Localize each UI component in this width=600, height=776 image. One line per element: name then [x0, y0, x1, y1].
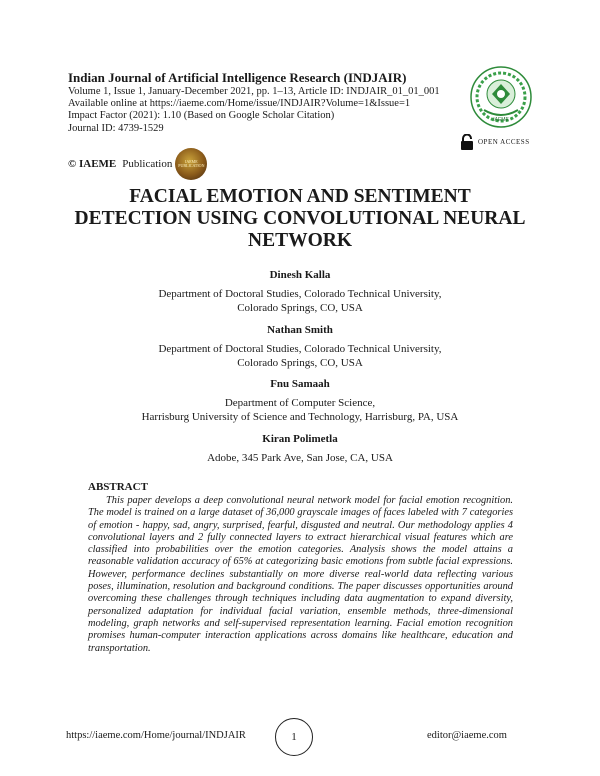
author-block: [0, 268, 600, 315]
paper-title: [40, 186, 560, 252]
author-name: Dinesh Kalla: [269, 269, 331, 281]
abstract-text: This paper develops a deep convolutional neural network model for facial emotion recognition. The model is trained on a large dataset of 36,000 grayscale images of faces labeled with 7 categories of emotion - happy, sad, angry, surprised, fearful, disgusted and neutral. Our methodology applies 4 convolutional layers and 2 fully connected layers to extract hierarchical visual features which are classified into probabilities over the emotion categories. Analysis shows the model attains a reasonable validation accuracy of 65% at categorizing basic emotions from subtle facial expressions. However, performance declines substantially on more diverse real-world data reflecting various poses, illumination, resolution and background conditions. The paper discusses opportunities around overcoming these challenges through techniques including data augmentation to expand diversity, personalized adaptation for individual facial variation, ensemble methods, three-dimensional modeling, graph networks and self-supervised representation learning. Facial emotion recognition promises human-computer interaction applications across domains like healthcare, education and transportation.: [88, 495, 513, 654]
open-access-label: OPEN ACCESS: [478, 138, 530, 146]
copyright-label: © IAEME: [68, 158, 117, 170]
publisher-line: [68, 148, 207, 180]
title-line-2: DETECTION USING CONVOLUTIONAL NEURAL: [74, 208, 526, 229]
author-name: Nathan Smith: [267, 324, 333, 336]
volume-line: Volume 1, Issue 1, January-December 2021, pp. 1–13, Article ID: INDJAIR_01_01_001: [68, 86, 440, 97]
author-name: Kiran Polimetla: [262, 433, 338, 445]
author-affiliation: Department of Computer Science,: [224, 397, 376, 409]
footer-journal-link[interactable]: https://iaeme.com/Home/journal/INDJAIR: [66, 730, 246, 741]
journal-id-line: Journal ID: 4739-1529: [68, 122, 164, 134]
abstract-heading: ABSTRACT: [88, 481, 148, 493]
journal-header: [68, 70, 468, 135]
publication-label: Publication: [122, 158, 173, 170]
title-line-3: NETWORK: [247, 230, 352, 251]
author-block: [0, 323, 600, 370]
author-affiliation: Department of Doctoral Studies, Colorado Technical University,: [158, 343, 442, 355]
publisher-badge-icon: [175, 148, 207, 180]
title-line-1: FACIAL EMOTION AND SENTIMENT: [129, 186, 471, 207]
open-access-badge: [460, 134, 530, 150]
author-block: [0, 377, 600, 424]
journal-name: Indian Journal of Artificial Intelligence Research (INDJAIR): [68, 70, 407, 85]
publisher-badge-text: IAEME PUBLICATION: [178, 158, 205, 168]
author-affiliation: Harrisburg University of Science and Technology, Harrisburg, PA, USA: [141, 411, 459, 423]
author-affiliation: Adobe, 345 Park Ave, San Jose, CA, USA: [207, 452, 393, 464]
available-online-line[interactable]: Available online at https://iaeme.com/Home/issue/INDJAIR?Volume=1&Issue=1: [68, 98, 411, 110]
iaeme-logo-icon: [470, 66, 532, 128]
author-affiliation: Colorado Springs, CO, USA: [237, 357, 363, 369]
footer-email-link[interactable]: editor@iaeme.com: [427, 730, 507, 741]
impact-factor-line: Impact Factor (2021): 1.10 (Based on Google Scholar Citation): [68, 110, 335, 122]
author-affiliation: Colorado Springs, CO, USA: [237, 302, 363, 314]
logo-label: IAEME: [493, 117, 509, 123]
author-block: [0, 432, 600, 465]
author-name: Fnu Samaah: [270, 378, 330, 390]
open-lock-icon: [460, 134, 474, 150]
author-affiliation: Department of Doctoral Studies, Colorado Technical University,: [158, 288, 442, 300]
page-number: 1: [275, 718, 313, 756]
